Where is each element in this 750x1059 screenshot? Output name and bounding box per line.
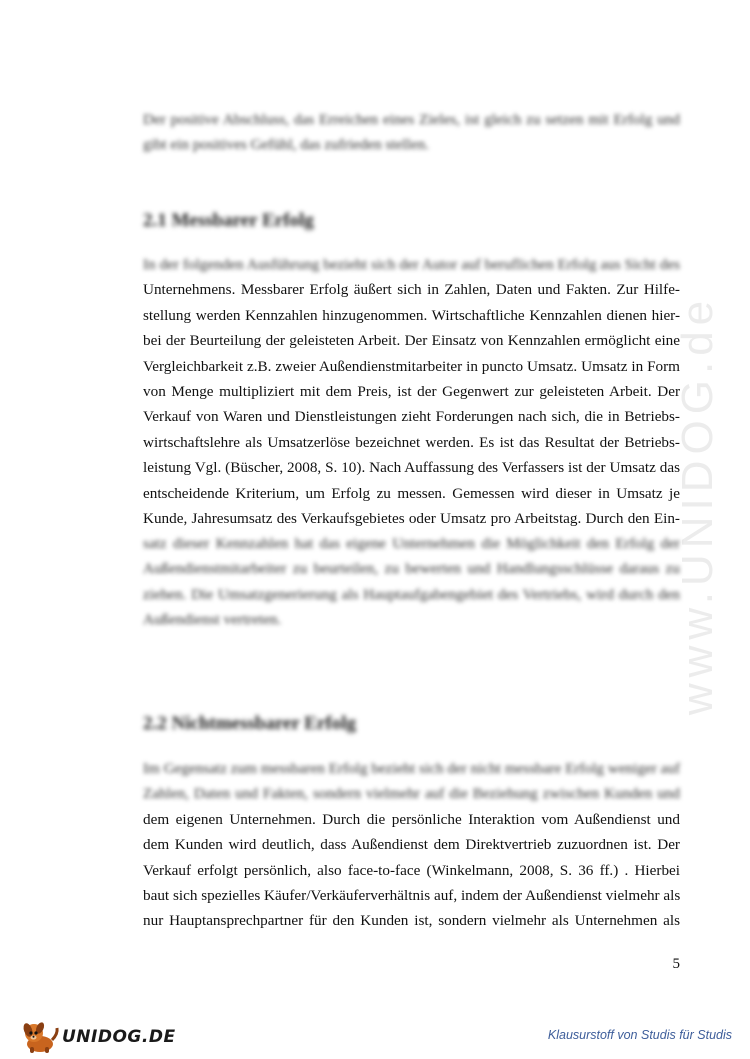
text-line: dem eigenen Unternehmen. Durch die persönliche Interaktion vom Außendienst und <box>143 810 680 828</box>
text-line: Vergleichbarkeit z.B. zweier Außendienstmitarbeiter in puncto Umsatz. Umsatz in Form <box>143 357 680 375</box>
unidog-logo[interactable] <box>20 1020 176 1054</box>
page-number: 5 <box>672 956 680 972</box>
dog-mascot-icon <box>20 1020 60 1054</box>
text-line: von Menge multipliziert mit dem Preis, ist der Gegenwert zur geleisteten Arbeit. Der <box>143 383 680 401</box>
text-line: In der folgenden Ausführung bezieht sich der Autor auf beruflichen Erfolg aus Sicht des <box>143 256 680 273</box>
section1-body <box>143 252 680 531</box>
text-line: entscheidende Kriterium, um Erfolg zu messen. Gemessen wird dieser in Umsatz je <box>143 484 680 502</box>
text-line: wirtschaftslehre als Umsatzerlöse bezeichnet werden. Es ist das Resultat der Betriebs- <box>143 433 680 451</box>
text-line: leistung Vgl. (Büscher, 2008, S. 10). Nach Auffassung des Verfassers ist der Umsatz das <box>143 459 680 477</box>
text-line: bei der Beurteilung der geleisteten Arbeit. Der Einsatz von Kennzahlen ermöglicht eine <box>143 332 680 350</box>
text-line: baut sich spezielles Käufer/Verkäuferverhältnis auf, indem der Außendienst vielmehr als <box>143 887 681 905</box>
section-heading-messbarer-erfolg: 2.1 Messbarer Erfolg <box>143 210 314 231</box>
footer-tagline: Klausurstoff von Studis für Studis <box>547 1028 732 1042</box>
text-line: Verkauf von Waren und Dienstleistungen zieht Forderungen nach sich, die in Betriebs- <box>143 408 680 426</box>
section-heading-nichtmessbarer-erfolg: 2.2 Nichtmessbarer Erfolg <box>143 713 357 734</box>
text-line: Zahlen, Daten und Fakten, sondern vielmehr auf die Beziehung zwischen Kunden und <box>143 785 680 803</box>
text-line: dem Kunden wird deutlich, dass Außendienst dem Direktvertrieb zuzuordnen ist. Der <box>143 836 680 854</box>
text-line: Unternehmens. Messbarer Erfolg äußert sich in Zahlen, Daten und Fakten. Zur Hilfe- <box>143 281 680 299</box>
text-line: nur Hauptansprechpartner für den Kunden ist, sondern vielmehr als Unternehmen als <box>143 912 680 930</box>
text-line: Kunde, Jahresumsatz des Verkaufsgebietes oder Umsatz pro Arbeitstag. Durch den Ein- <box>143 510 680 528</box>
text-line: stellung werden Kennzahlen hinzugenommen. Wirtschaftliche Kennzahlen dienen hier- <box>143 306 680 324</box>
section2-body <box>143 756 680 934</box>
text-line: Im Gegensatz zum messbaren Erfolg bezieht sich der nicht messbare Erfolg weniger auf <box>143 760 680 777</box>
section1-tail-paragraph: satz dieser Kennzahlen hat das eigene Unternehmen die Möglichkeit den Erfolg der Außendienstmitarbeiter zu beurteilen, zu bewerten und Handlungsschlüsse daraus zu ziehen. Die Umsatzgenerierung als Hauptaufgabengebiet des Vertriebs, wird durch den Außendienst vertreten. <box>143 535 680 629</box>
watermark-text: www.UNIDOG.de <box>673 294 723 716</box>
intro-paragraph: Der positive Abschluss, das Erreichen eines Zieles, ist gleich zu setzen mit Erfolg und gibt ein positives Gefühl, das zufrieden stellen. <box>143 111 680 154</box>
text-line: Verkauf erfolgt persönlich, also face-to-face (Winkelmann, 2008, S. 36 ff.) . Hierbei <box>143 861 680 879</box>
logo-text: UNIDOG.DE <box>62 1027 176 1047</box>
